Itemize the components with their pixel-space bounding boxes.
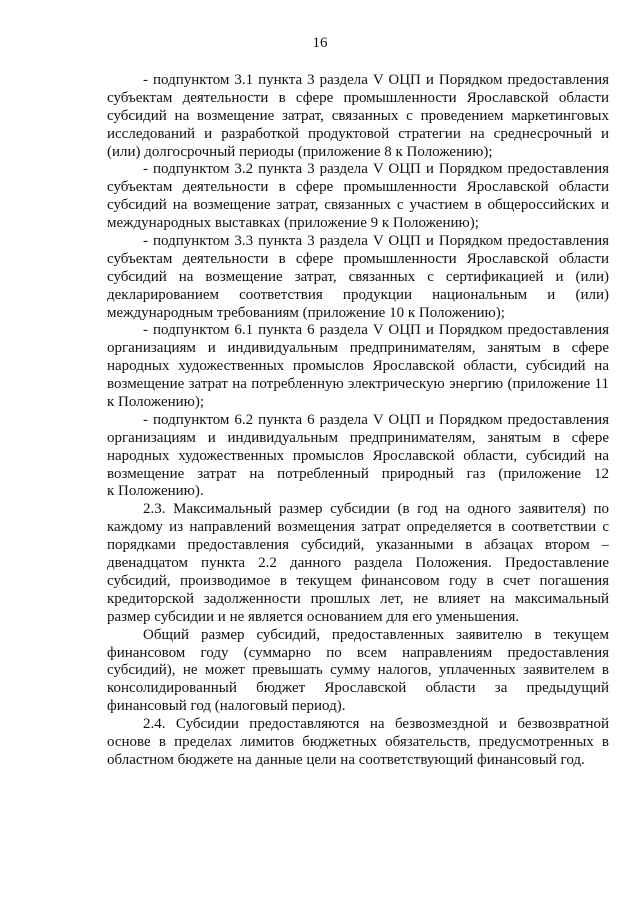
page-number: 16 <box>312 35 328 51</box>
text-line: областном бюджете на данные цели на соответствующий финансовый год. <box>107 751 585 768</box>
text-line: возмещение затрат на потребленный природный газ (приложение 12 <box>107 465 609 482</box>
text-line: - подпунктом 3.1 пункта 3 раздела V ОЦП и Порядком предоставления <box>143 72 609 88</box>
text-line: (или) долгосрочный периоды (приложение 8 к Положению); <box>107 143 493 160</box>
text-line: - подпунктом 3.3 пункта 3 раздела V ОЦП и Порядком предоставления <box>143 233 609 250</box>
text-line: порядками предоставления субсидий, указанными в абзацах втором – <box>107 537 609 554</box>
text-line: 2.4. Субсидии предоставляются на безвозмездной и безвозвратной <box>143 716 609 733</box>
text-line: двенадцатом пункта 2.2 данного раздела Положения. Предоставление <box>107 555 609 572</box>
text-line: субъектам деятельности в сфере промышленности Ярославской области <box>107 250 609 267</box>
paragraph <box>107 72 609 161</box>
text-line: финансовом году (суммарно по всем направлениям предоставления <box>107 644 609 661</box>
text-line: к Положению). <box>107 483 204 500</box>
paragraph <box>107 161 609 233</box>
text-line: декларированием соответствия продукции национальным и (или) <box>107 286 609 303</box>
text-line: - подпунктом 6.1 пункта 6 раздела V ОЦП и Порядком предоставления <box>143 322 609 339</box>
text-line: народных художественных промыслов Ярославской области, субсидий на <box>107 447 609 464</box>
text-line: субъектам деятельности в сфере промышленности Ярославской области <box>107 89 609 106</box>
text-line: к Положению); <box>107 394 205 411</box>
paragraph <box>107 716 609 770</box>
text-line: международным требованиям (приложение 10 к Положению); <box>107 304 505 321</box>
text-line: консолидированный бюджет Ярославской области за предыдущий <box>107 680 609 697</box>
text-line: - подпунктом 6.2 пункта 6 раздела V ОЦП и Порядком предоставления <box>143 411 609 428</box>
text-line: возмещение затрат на потребленную электрическую энергию (приложение 11 <box>107 376 609 393</box>
paragraph <box>107 412 609 501</box>
text-line: кредиторской задолженности прошлых лет, не влияет на максимальный <box>107 590 609 607</box>
text-line: организациям и индивидуальным предпринимателям, занятым в сфере <box>107 340 609 357</box>
paragraph <box>107 501 609 626</box>
text-line: субсидий, производимое в текущем финансовом году в счет погашения <box>107 572 609 589</box>
text-line: Общий размер субсидий, предоставленных заявителю в текущем <box>143 626 609 643</box>
text-line: организациям и индивидуальным предпринимателям, занятым в сфере <box>107 429 609 446</box>
text-line: финансовый год (налоговый период). <box>107 698 346 715</box>
paragraph <box>107 627 609 716</box>
text-line: субсидий), не может превышать сумму налогов, уплаченных заявителем в <box>107 662 609 679</box>
text-line: народных художественных промыслов Ярославской области, субсидий на <box>107 358 609 375</box>
text-line: субсидий на возмещение затрат, связанных с сертификацией и (или) <box>107 268 609 285</box>
text-line: - подпунктом 3.2 пункта 3 раздела V ОЦП и Порядком предоставления <box>143 161 609 178</box>
text-line: субсидий на возмещение затрат, связанных с проведением маркетинговых <box>107 107 609 124</box>
text-line: размер субсидии и не является основанием для его уменьшения. <box>107 608 520 625</box>
text-line: исследований и разработкой продуктовой стратегии на среднесрочный и <box>107 125 609 142</box>
text-line: субсидий на возмещение затрат, связанных с участием в общероссийских и <box>107 197 609 214</box>
text-line: основе в пределах лимитов бюджетных обязательств, предусмотренных в <box>107 733 609 750</box>
paragraph <box>107 233 609 322</box>
text-line: субъектам деятельности в сфере промышленности Ярославской области <box>107 179 609 196</box>
document-body <box>107 72 609 770</box>
text-line: 2.3. Максимальный размер субсидии (в год на одного заявителя) по <box>143 501 609 518</box>
text-line: международных выставках (приложение 9 к Положению); <box>107 215 479 232</box>
text-line: каждому из направлений возмещения затрат определяется в соответствии с <box>107 519 609 536</box>
paragraph <box>107 322 609 411</box>
